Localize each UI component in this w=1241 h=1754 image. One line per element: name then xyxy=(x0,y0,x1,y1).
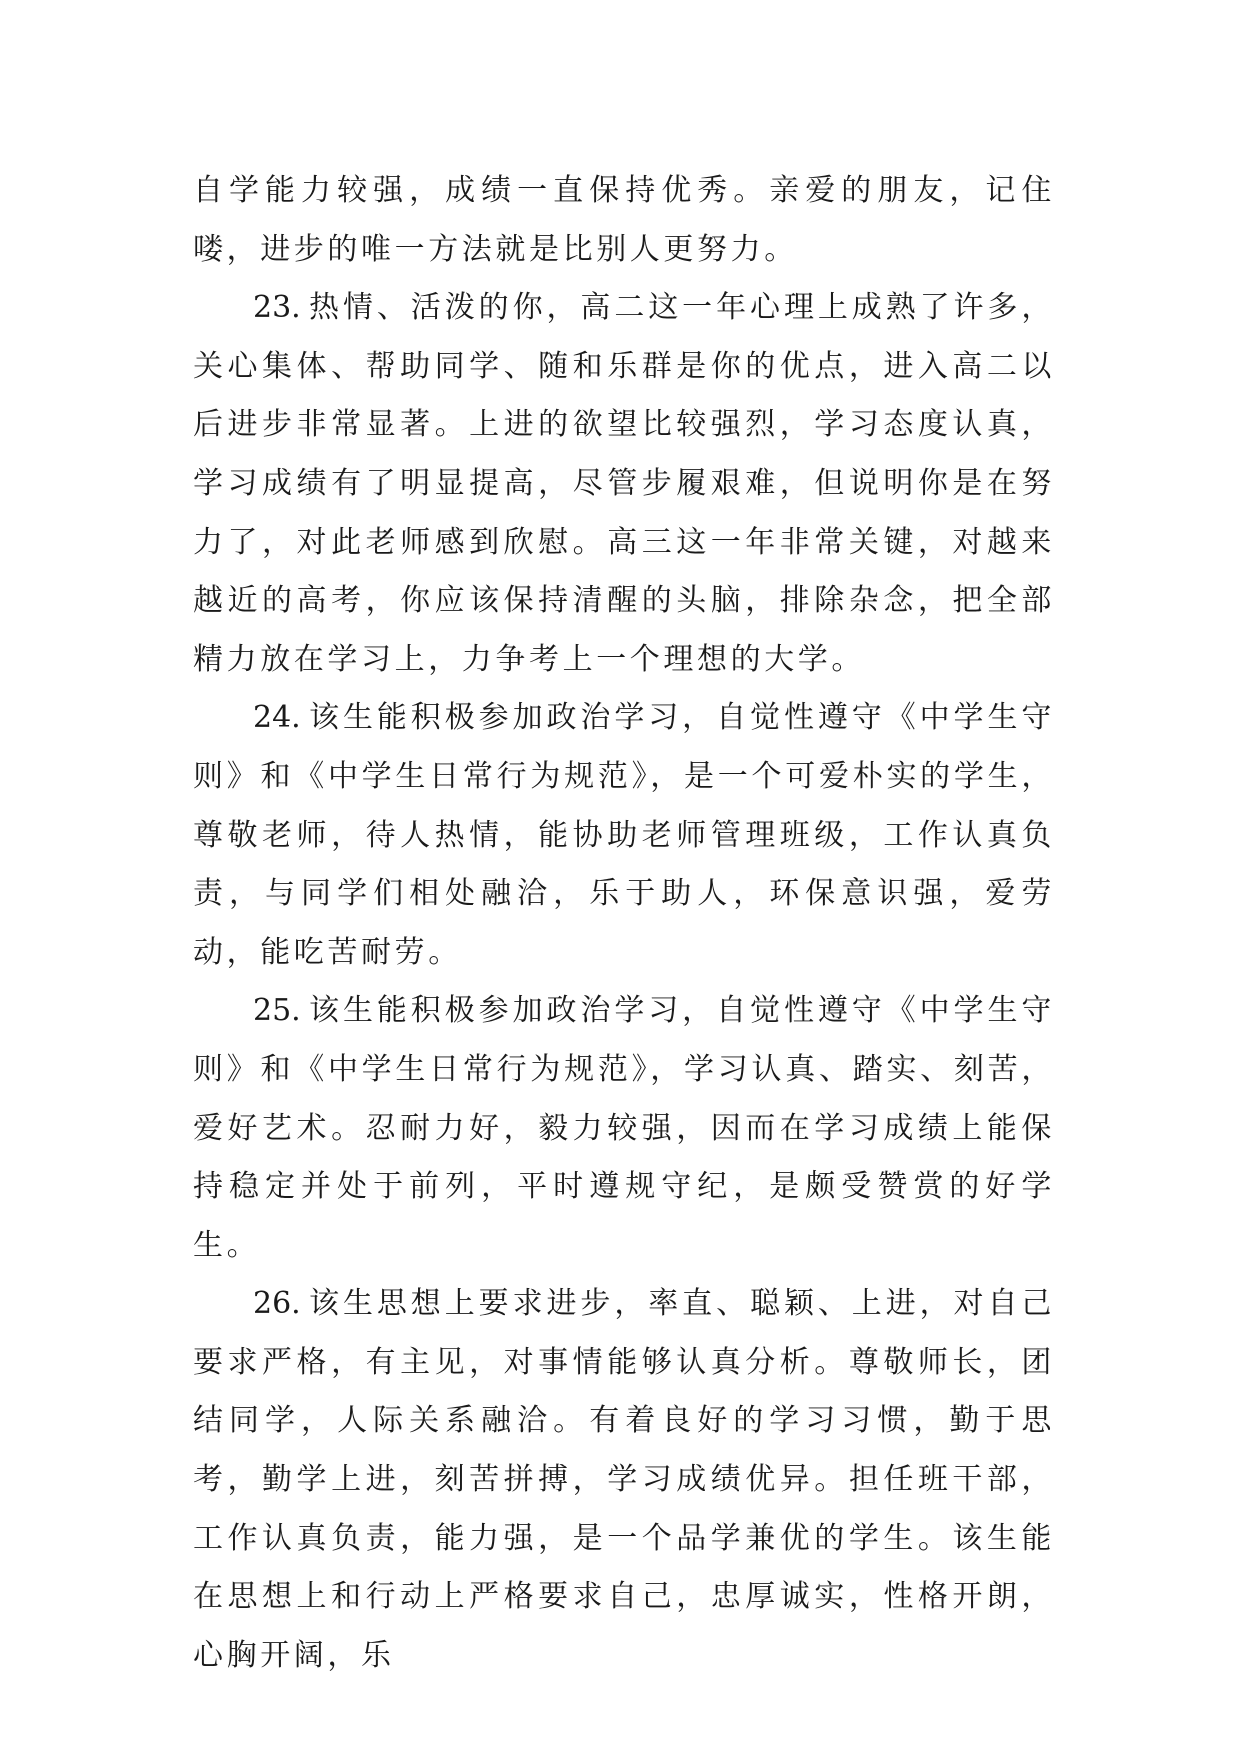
paragraph-24 xyxy=(193,689,1055,982)
document-body xyxy=(193,162,1055,1685)
paragraph-text: 该生思想上要求进步，率直、聪颖、上进，对自己要求严格，有主见，对事情能够认真分析。尊敬师长，团结同学，人际关系融洽。有着良好的学习习惯，勤于思考，勤学上进，刻苦拼搏，学习成绩优异。担任班干部，工作认真负责，能力强，是一个品学兼优的学生。该生能在思想上和行动上严格要求自己，忠厚诚实，性格开朗，心胸开阔，乐 xyxy=(193,1286,1055,1673)
paragraph-number: 25. xyxy=(253,993,301,1029)
paragraph-number: 26. xyxy=(253,1286,301,1322)
paragraph-text: 该生能积极参加政治学习，自觉性遵守《中学生守则》和《中学生日常行为规范》，学习认真、踏实、刻苦，爱好艺术。忍耐力好，毅力较强，因而在学习成绩上能保持稳定并处于前列，平时遵规守纪，是颇受赞赏的好学生。 xyxy=(193,993,1055,1263)
paragraph-text: 热情、活泼的你，高二这一年心理上成熟了许多，关心集体、帮助同学、随和乐群是你的优点，进入高二以后进步非常显著。上进的欲望比较强烈，学习态度认真，学习成绩有了明显提高，尽管步履艰难，但说明你是在努力了，对此老师感到欣慰。高三这一年非常关键，对越来越近的高考，你应该保持清醒的头脑，排除杂念，把全部精力放在学习上，力争考上一个理想的大学。 xyxy=(193,290,1055,677)
paragraph-26 xyxy=(193,1275,1055,1685)
paragraph-25 xyxy=(193,982,1055,1275)
paragraph-continuation xyxy=(193,162,1055,279)
paragraph-number: 24. xyxy=(253,700,301,736)
paragraph-23 xyxy=(193,279,1055,689)
paragraph-text: 自学能力较强，成绩一直保持优秀。亲爱的朋友，记住喽，进步的唯一方法就是比别人更努力。 xyxy=(193,173,1055,267)
paragraph-text: 该生能积极参加政治学习，自觉性遵守《中学生守则》和《中学生日常行为规范》，是一个可爱朴实的学生，尊敬老师，待人热情，能协助老师管理班级，工作认真负责，与同学们相处融洽，乐于助人，环保意识强，爱劳动，能吃苦耐劳。 xyxy=(193,700,1055,970)
paragraph-number: 23. xyxy=(253,290,301,326)
